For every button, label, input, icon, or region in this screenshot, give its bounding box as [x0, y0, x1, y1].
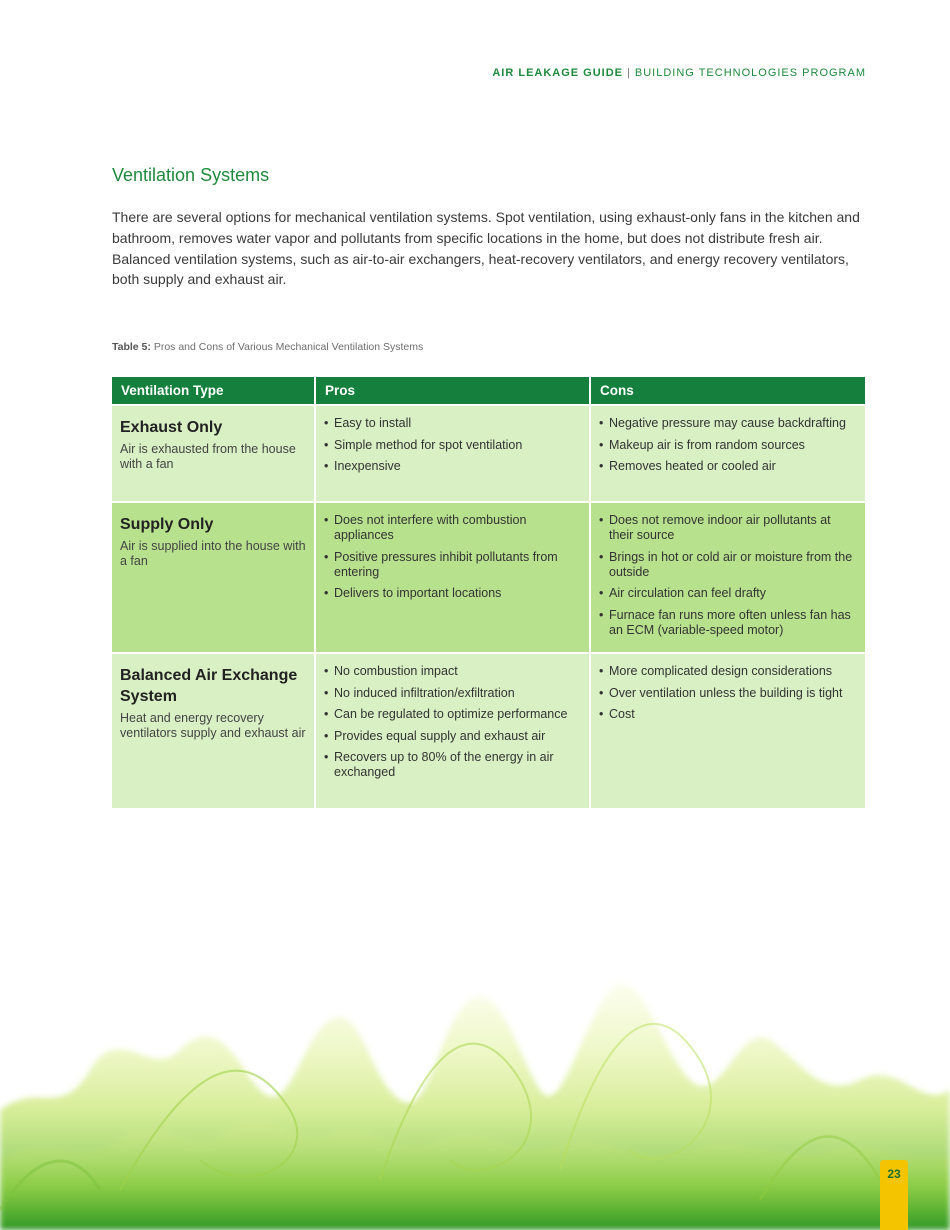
cons-list [599, 664, 857, 722]
table-caption-text: Pros and Cons of Various Mechanical Ventilation Systems [153, 341, 424, 353]
pros-cell [315, 502, 590, 653]
con-item: • Negative pressure may cause backdrafting [599, 416, 857, 431]
type-cell [112, 653, 315, 808]
program-name: BUILDING TECHNOLOGIES PROGRAM [634, 67, 866, 79]
cons-cell [590, 502, 865, 653]
header-cons: Cons [590, 377, 865, 405]
type-cell [112, 502, 315, 653]
pro-item: • Inexpensive [324, 459, 581, 474]
con-item: • Air circulation can feel drafty [599, 586, 857, 601]
pro-item: • Simple method for spot ventilation [324, 438, 581, 453]
header-pros: Pros [315, 377, 590, 405]
running-header [492, 67, 866, 79]
table-caption [112, 341, 423, 353]
table-row-exhaust-only [112, 405, 865, 502]
con-item: • Removes heated or cooled air [599, 459, 857, 474]
table-caption-label: Table 5: [112, 341, 151, 353]
cons-cell [590, 405, 865, 502]
con-item: • Cost [599, 707, 857, 722]
pros-cell [315, 653, 590, 808]
section-title: Ventilation Systems [112, 165, 270, 185]
pro-item: • No combustion impact [324, 664, 581, 679]
table-row-balanced-air-exchange [112, 653, 865, 808]
ventilation-table [112, 377, 865, 808]
pros-list [324, 513, 581, 601]
table-header-row [112, 377, 865, 405]
con-item: • Brings in hot or cold air or moisture from the outside [599, 550, 857, 580]
pros-list [324, 664, 581, 780]
con-item: • Makeup air is from random sources [599, 438, 857, 453]
cons-cell [590, 653, 865, 808]
pro-item: • Provides equal supply and exhaust air [324, 729, 581, 744]
type-description: Air is exhausted from the house with a fan [120, 442, 296, 471]
header-ventilation-type: Ventilation Type [112, 377, 315, 405]
pro-item: • Recovers up to 80% of the energy in air exchanged [324, 750, 581, 780]
pro-item: • Positive pressures inhibit pollutants from entering [324, 550, 581, 580]
pro-item: • No induced infiltration/exfiltration [324, 686, 581, 701]
pro-item: • Can be regulated to optimize performance [324, 707, 581, 722]
type-name: Balanced Air Exchange System [120, 667, 298, 705]
header-separator: | [627, 67, 631, 79]
page-number: 23 [887, 1167, 901, 1181]
type-description: Heat and energy recovery ventilators supply and exhaust air [120, 711, 306, 740]
pros-list [324, 416, 581, 474]
cons-list [599, 513, 857, 638]
page-number-tab [880, 1160, 908, 1230]
pro-item: • Delivers to important locations [324, 586, 581, 601]
con-item: • More complicated design considerations [599, 664, 857, 679]
con-item: • Furnace fan runs more often unless fan has an ECM (variable-speed motor) [599, 608, 857, 638]
green-smoke-illustration [0, 960, 950, 1230]
type-name: Exhaust Only [120, 419, 223, 436]
type-cell [112, 405, 315, 502]
pro-item: • Easy to install [324, 416, 581, 431]
con-item: • Over ventilation unless the building is tight [599, 686, 857, 701]
pro-item: • Does not interfere with combustion appliances [324, 513, 581, 543]
pros-cell [315, 405, 590, 502]
table-row-supply-only [112, 502, 865, 653]
type-name: Supply Only [120, 516, 214, 533]
cons-list [599, 416, 857, 474]
con-item: • Does not remove indoor air pollutants at their source [599, 513, 857, 543]
guide-title: AIR LEAKAGE GUIDE [492, 67, 624, 79]
type-description: Air is supplied into the house with a fan [120, 539, 306, 568]
intro-paragraph: There are several options for mechanical ventilation systems. Spot ventilation, using exhaust-only fans in the kitchen and bathroom, removes water vapor and pollutants from specific locations in the home, but does not distribute fresh air. Balanced ventilation systems, such as air-to-air exchangers, heat-recovery ventilators, and energy recovery ventilators, both supply and exhaust air. [112, 209, 860, 288]
